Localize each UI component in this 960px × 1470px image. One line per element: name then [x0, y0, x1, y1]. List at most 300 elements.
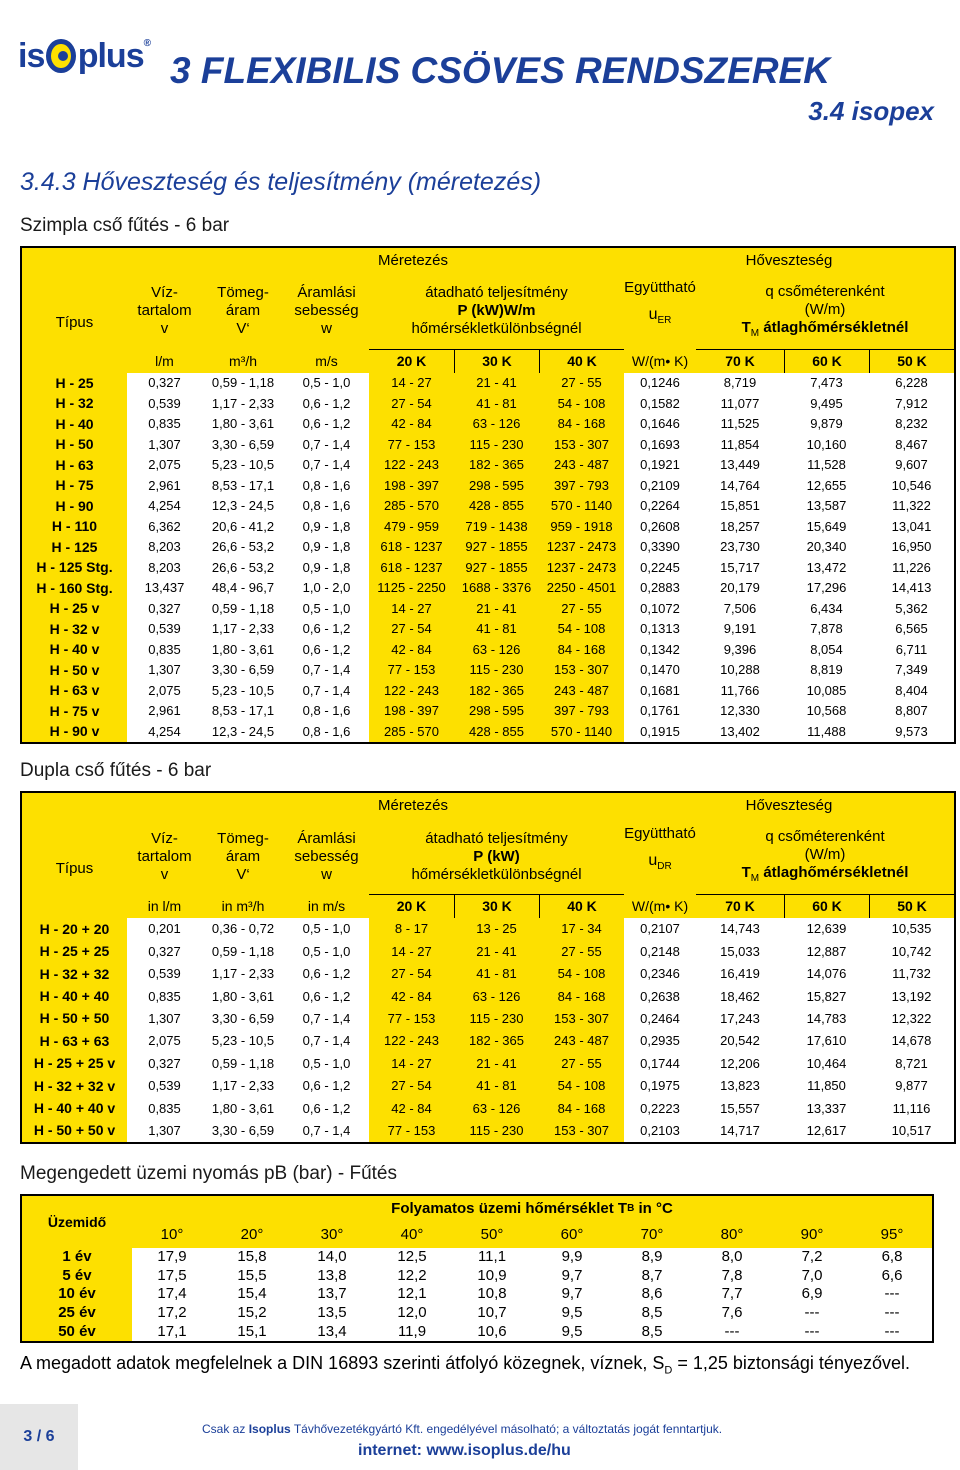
group-hoveszteseg: Hőveszteség [624, 793, 954, 819]
col-egyutthato: Együttható $u_{ER}$ [624, 273, 696, 349]
table-cell: 0,7 - 1,4 [302, 436, 351, 452]
table-cell: 14 - 27 [369, 940, 454, 962]
table-cell: 8,9 [641, 1248, 663, 1266]
table-cell: 0,7 - 1,4 [302, 457, 351, 473]
pressure-table [20, 1194, 934, 1343]
col-tomegaram-unit: in m³/h [202, 894, 284, 918]
table-cell: 243 - 487 [539, 1030, 624, 1052]
table-cell: 0,6 - 1,2 [302, 988, 351, 1004]
table-cell: 0,1975 [640, 1078, 680, 1094]
table-cell: 26,6 - 53,2 [211, 559, 275, 575]
table-cell: 0,2107 [640, 921, 680, 937]
table-cell: 3,30 - 6,59 [211, 436, 275, 452]
table-cell: 13,823 [720, 1078, 760, 1094]
table-cell: 1,80 - 3,61 [211, 641, 275, 657]
table-cell: 0,9 - 1,8 [302, 559, 351, 575]
table-cell: 115 - 230 [454, 435, 539, 456]
row-type-label: H - 50 + 50 [22, 1008, 127, 1030]
table-cell: 298 - 595 [454, 476, 539, 497]
copyright-note: Csak az Isoplus Távhővezetékgyártó Kft. engedélyével másolható; a változtatás jogát fenntartjuk. [202, 1422, 723, 1436]
table-cell: 6,711 [895, 641, 928, 657]
table-cell: 0,327 [148, 600, 181, 616]
table-cell: 8,53 - 17,1 [211, 703, 275, 719]
col-tomegaram: Tömeg- áram V‘ [202, 273, 284, 349]
table-cell: 12,3 - 24,5 [211, 498, 275, 514]
table-cell: 42 - 84 [369, 414, 454, 435]
double-pipe-table [20, 791, 956, 1144]
chapter-subtitle: 3.4 isopex [808, 96, 934, 126]
table-cell: 12,330 [720, 703, 760, 719]
table-cell: 0,1582 [640, 395, 680, 411]
table-cell: 0,59 - 1,18 [211, 375, 275, 391]
table-cell: 0,6 - 1,2 [302, 395, 351, 411]
temp-header: 70° [612, 1222, 692, 1248]
table-cell: 1,17 - 2,33 [211, 621, 275, 637]
table-cell: 27 - 55 [539, 1052, 624, 1074]
table-cell: 11,525 [720, 416, 760, 432]
table-cell: 0,1072 [640, 600, 680, 616]
table-cell: 182 - 365 [454, 455, 539, 476]
table-cell: 0,539 [148, 395, 181, 411]
table-cell: 10,160 [806, 436, 847, 452]
col-viztartalom-unit: in l/m [127, 894, 202, 918]
table-cell: 12,887 [806, 943, 847, 959]
table-cell: 927 - 1855 [454, 537, 539, 558]
table-cell: 0,539 [148, 1078, 181, 1094]
table-cell: 0,6 - 1,2 [302, 1100, 351, 1116]
table-cell: 959 - 1918 [539, 517, 624, 538]
table-cell: 27 - 55 [539, 373, 624, 394]
table-cell: 0,5 - 1,0 [302, 375, 351, 391]
table-cell: 0,9 - 1,8 [302, 518, 351, 534]
table-cell: 0,1646 [640, 416, 680, 432]
table-cell: 115 - 230 [454, 1008, 539, 1030]
temp-header: 40 K [539, 894, 624, 918]
table-cell: 17,2 [157, 1304, 187, 1322]
row-type-label: H - 50 + 50 v [22, 1120, 127, 1142]
table-cell: 54 - 108 [539, 1075, 624, 1097]
row-type-label: H - 32 + 32 [22, 963, 127, 985]
table-cell: 8,7 [641, 1266, 663, 1284]
table-cell: 12,322 [891, 1010, 932, 1026]
table-cell: 13,4 [317, 1322, 347, 1340]
table-cell: 48,4 - 96,7 [211, 580, 275, 596]
table-cell: 618 - 1237 [369, 537, 454, 558]
col-tomegaram: Tömeg- áram V‘ [202, 819, 284, 894]
table-cell: 84 - 168 [539, 414, 624, 435]
table-cell: 84 - 168 [539, 985, 624, 1007]
table-cell: 0,201 [148, 921, 181, 937]
temp-header: 90° [772, 1222, 852, 1248]
table-cell: 153 - 307 [539, 1120, 624, 1142]
temp-header: 20° [212, 1222, 292, 1248]
temp-header: 30 K [454, 349, 539, 373]
table-cell: 10,742 [891, 943, 932, 959]
table-cell: 17,9 [157, 1248, 187, 1266]
table-cell: 0,5 - 1,0 [302, 943, 351, 959]
table-cell: 9,9 [561, 1248, 583, 1266]
table-cell: 21 - 41 [454, 940, 539, 962]
table-cell: 14,783 [806, 1010, 847, 1026]
table-cell: 1,17 - 2,33 [211, 1078, 275, 1094]
row-type-label: H - 40 + 40 v [22, 1097, 127, 1119]
table-cell: 6,362 [148, 518, 181, 534]
table-cell: 6,6 [881, 1266, 903, 1284]
table-cell: 10,7 [477, 1304, 507, 1322]
temp-header: 10° [132, 1222, 212, 1248]
table-cell: 12,655 [806, 477, 847, 493]
table-cell: 0,327 [148, 1055, 181, 1071]
table-cell: 17,1 [157, 1322, 187, 1340]
table-cell: 14,0 [317, 1248, 347, 1266]
table-cell: 1,80 - 3,61 [211, 1100, 275, 1116]
table-cell: 5,23 - 10,5 [211, 682, 275, 698]
table-cell: 14 - 27 [369, 599, 454, 620]
temp-header: 40° [372, 1222, 452, 1248]
table-cell: 1,307 [148, 662, 181, 678]
temp-header: 60 K [784, 349, 869, 373]
table-cell: 77 - 153 [369, 1008, 454, 1030]
table-cell: 10,464 [806, 1055, 847, 1071]
table-cell: 10,546 [891, 477, 932, 493]
table-cell: 41 - 81 [454, 1075, 539, 1097]
table-cell: 243 - 487 [539, 455, 624, 476]
table-cell: 11,077 [720, 395, 760, 411]
table-cell: 0,2103 [640, 1122, 680, 1138]
table-cell: 8,5 [641, 1304, 663, 1322]
table-cell: 27 - 54 [369, 1075, 454, 1097]
table-cell: 16,419 [720, 966, 760, 982]
table-cell: 1237 - 2473 [539, 537, 624, 558]
table-cell: 8,819 [810, 662, 843, 678]
table-cell: 122 - 243 [369, 455, 454, 476]
table2-heading: Dupla cső fűtés - 6 bar [20, 760, 212, 781]
table-cell: 397 - 793 [539, 701, 624, 722]
table-cell: 15,717 [720, 559, 760, 575]
table-cell: 11,9 [397, 1322, 427, 1340]
row-type-label: H - 50 v [22, 660, 127, 681]
table-cell: 13,7 [317, 1285, 347, 1303]
table-cell: 17,610 [806, 1033, 847, 1049]
table-cell: 15,2 [237, 1304, 267, 1322]
table-cell: 17,4 [157, 1285, 187, 1303]
table-cell: 11,528 [807, 457, 846, 473]
table-cell: 243 - 487 [539, 681, 624, 702]
table-cell: 14,764 [720, 477, 760, 493]
table-cell: 17,5 [157, 1266, 187, 1284]
table-cell: 0,6 - 1,2 [302, 621, 351, 637]
table-cell: 15,557 [720, 1100, 760, 1116]
row-type-label: H - 125 [22, 537, 127, 558]
table-cell: 153 - 307 [539, 435, 624, 456]
table-cell: 13,402 [720, 723, 760, 739]
table-cell: 285 - 570 [369, 496, 454, 517]
row-type-label: H - 50 [22, 435, 127, 456]
table-cell: 7,473 [810, 375, 843, 391]
table-cell: 9,7 [561, 1285, 583, 1303]
table-cell: 8,719 [723, 375, 757, 391]
table-cell: 11,854 [720, 436, 760, 452]
table-cell: 479 - 959 [369, 517, 454, 538]
table-cell: 84 - 168 [539, 640, 624, 661]
row-type-label: H - 25 + 25 [22, 940, 127, 962]
table-cell: 12,1 [397, 1285, 427, 1303]
col-viztartalom: Víz- tartalom v [127, 819, 202, 894]
table-cell: 8,721 [895, 1055, 928, 1071]
table-cell: 0,1915 [640, 723, 680, 739]
table-cell: 0,1342 [640, 641, 680, 657]
row-type-label: H - 63 + 63 [22, 1030, 127, 1052]
table-cell: 0,59 - 1,18 [211, 1055, 275, 1071]
table-cell: 77 - 153 [369, 660, 454, 681]
row-type-label: H - 32 + 32 v [22, 1075, 127, 1097]
row-type-label: H - 32 [22, 394, 127, 415]
table-cell: 2,961 [148, 477, 181, 493]
table-cell: 11,116 [892, 1100, 931, 1116]
table-cell: 18,257 [720, 518, 760, 534]
table-cell: 0,8 - 1,6 [302, 703, 351, 719]
table-cell: 9,573 [895, 723, 928, 739]
footnote: A megadott adatok megfelelnek a DIN 16893 szerinti átfolyó közegnek, víznek, $S_D = 1,25$ biztonsági tényezővel. [20, 1353, 910, 1377]
table-cell: 15,033 [720, 943, 760, 959]
col-aramlasi-sebesseg: Áramlási sebesség w [284, 273, 369, 349]
table-cell: 0,2638 [640, 988, 680, 1004]
table-cell: 0,2883 [640, 580, 680, 596]
row-type-label: H - 63 v [22, 681, 127, 702]
table-cell: 6,9 [801, 1285, 823, 1303]
table-cell: 63 - 126 [454, 1097, 539, 1119]
table-cell: 122 - 243 [369, 681, 454, 702]
table-cell: 570 - 1140 [539, 496, 624, 517]
table-cell: 8,6 [641, 1285, 663, 1303]
table-cell: 7,349 [895, 662, 928, 678]
table-cell: 5,362 [895, 600, 928, 616]
table-cell: 8,467 [895, 436, 928, 452]
temp-header: 50 K [869, 894, 954, 918]
row-type-label: H - 125 Stg. [22, 558, 127, 579]
table-cell: 17,296 [806, 580, 847, 596]
table-cell: 8 - 17 [369, 918, 454, 940]
temp-header: 60 K [784, 894, 869, 918]
table-cell: 0,2346 [640, 966, 680, 982]
table-cell: 1,307 [148, 1122, 181, 1138]
table-cell: 618 - 1237 [369, 558, 454, 579]
table-cell: 6,565 [895, 621, 928, 637]
group-hoveszteseg: Hőveszteség [624, 248, 954, 273]
table-cell: 10,535 [891, 921, 932, 937]
table-cell: 12,5 [397, 1248, 427, 1266]
table-cell: 9,5 [561, 1322, 583, 1340]
table-cell: 0,327 [148, 375, 181, 391]
table-cell: 15,649 [806, 518, 847, 534]
table-cell: 0,59 - 1,18 [211, 600, 275, 616]
table-cell: 1,0 - 2,0 [302, 580, 351, 596]
row-uzemido-label: 10 év [22, 1285, 132, 1304]
table-cell: 14,717 [720, 1122, 760, 1138]
group-temperature: Folyamatos üzemi hőmérséklet T B in °C [132, 1196, 932, 1222]
table-cell: 14 - 27 [369, 1052, 454, 1074]
table-cell: 20,340 [806, 539, 847, 555]
table-cell: 12,0 [397, 1304, 427, 1322]
table-cell: 8,807 [895, 703, 928, 719]
table-cell: 12,2 [397, 1266, 427, 1284]
row-uzemido-label: 25 év [22, 1304, 132, 1323]
table-cell: 11,226 [892, 559, 931, 575]
table-cell: 7,2 [801, 1248, 823, 1266]
page-number: 3 / 6 [0, 1404, 78, 1470]
table-cell: 12,3 - 24,5 [211, 723, 275, 739]
table-cell: 0,6 - 1,2 [302, 416, 351, 432]
table-cell: 20,179 [720, 580, 760, 596]
table-cell: 10,517 [891, 1122, 932, 1138]
table-cell: 1688 - 3376 [454, 578, 539, 599]
table-cell: 27 - 54 [369, 394, 454, 415]
row-type-label: H - 90 [22, 496, 127, 517]
temp-header: 30° [292, 1222, 372, 1248]
table-cell: 13,041 [891, 518, 932, 534]
table-cell: 927 - 1855 [454, 558, 539, 579]
table-cell: 3,30 - 6,59 [211, 1010, 275, 1026]
row-type-label: H - 25 + 25 v [22, 1052, 127, 1074]
table-cell: 27 - 55 [539, 599, 624, 620]
col-aramlasi-sebesseg-unit: in m/s [284, 894, 369, 918]
table-cell: 13,449 [720, 457, 760, 473]
table-cell: 6,228 [895, 375, 928, 391]
table-cell: 198 - 397 [369, 701, 454, 722]
table-cell: --- [884, 1285, 900, 1303]
table-cell: 21 - 41 [454, 1052, 539, 1074]
table-cell: 2250 - 4501 [539, 578, 624, 599]
table-cell: 153 - 307 [539, 660, 624, 681]
table-cell: 0,8 - 1,6 [302, 723, 351, 739]
table-cell: 1,80 - 3,61 [211, 988, 275, 1004]
table-cell: 9,879 [810, 416, 843, 432]
table-cell: 719 - 1438 [454, 517, 539, 538]
table-cell: 1,17 - 2,33 [211, 966, 275, 982]
table-cell: 11,766 [720, 682, 760, 698]
table-cell: 15,851 [720, 498, 760, 514]
table-cell: 0,1761 [640, 703, 680, 719]
table-cell: 428 - 855 [454, 496, 539, 517]
table-cell: 15,5 [237, 1266, 267, 1284]
table-cell: 27 - 55 [539, 940, 624, 962]
row-type-label: H - 160 Stg. [22, 578, 127, 599]
table-cell: 41 - 81 [454, 394, 539, 415]
table-cell: 26,6 - 53,2 [211, 539, 275, 555]
row-type-label: H - 90 v [22, 722, 127, 743]
table-cell: 0,835 [148, 988, 181, 1004]
table-cell: 0,2245 [640, 559, 680, 575]
row-type-label: H - 20 + 20 [22, 918, 127, 940]
table-cell: 0,7 - 1,4 [302, 662, 351, 678]
col-aramlasi-sebesseg-unit: m/s [284, 349, 369, 373]
table-cell: 41 - 81 [454, 963, 539, 985]
table-cell: 63 - 126 [454, 985, 539, 1007]
table-cell: 0,1246 [640, 375, 680, 391]
table-cell: 4,254 [148, 723, 181, 739]
col-q-csometerenkent: q csőméterenként (W/m) $T_M$ átlaghőmérsékletnél [696, 273, 954, 349]
temp-header: 95° [852, 1222, 932, 1248]
table-cell: 0,5 - 1,0 [302, 1055, 351, 1071]
table-cell: 7,878 [810, 621, 843, 637]
table-cell: 11,1 [477, 1248, 507, 1266]
single-pipe-table [20, 246, 956, 744]
table-cell: 10,085 [806, 682, 847, 698]
table-cell: 5,23 - 10,5 [211, 1033, 275, 1049]
table-cell: 13,5 [317, 1304, 347, 1322]
table-cell: 182 - 365 [454, 681, 539, 702]
table1-heading: Szimpla cső fűtés - 6 bar [20, 215, 230, 236]
table-cell: 0,835 [148, 1100, 181, 1116]
col-egyutthato-unit: W/(m• K) [624, 894, 696, 918]
row-uzemido-label: 50 év [22, 1322, 132, 1341]
table-cell: 2,075 [148, 682, 181, 698]
table-cell: 12,639 [806, 921, 847, 937]
table-cell: 12,617 [806, 1122, 847, 1138]
table-cell: 8,53 - 17,1 [211, 477, 275, 493]
table-cell: 84 - 168 [539, 1097, 624, 1119]
table-cell: 17,243 [720, 1010, 760, 1026]
table-cell: 0,2264 [640, 498, 680, 514]
table-cell: 1,307 [148, 436, 181, 452]
table-cell: 14,678 [891, 1033, 932, 1049]
col-aramlasi-sebesseg: Áramlási sebesség w [284, 819, 369, 894]
row-uzemido-label: 5 év [22, 1267, 132, 1286]
table-cell: 21 - 41 [454, 599, 539, 620]
table-cell: 0,7 - 1,4 [302, 1033, 351, 1049]
col-egyutthato-unit: W/(m• K) [624, 349, 696, 373]
table-cell: 0,6 - 1,2 [302, 966, 351, 982]
temp-header: 40 K [539, 349, 624, 373]
table-cell: 11,732 [892, 966, 931, 982]
table-cell: 13,472 [806, 559, 847, 575]
table-cell: 0,36 - 0,72 [211, 921, 275, 937]
table-cell: 21 - 41 [454, 373, 539, 394]
table-cell: 153 - 307 [539, 1008, 624, 1030]
table-cell: 2,075 [148, 457, 181, 473]
table-cell: 54 - 108 [539, 394, 624, 415]
table-cell: 12,206 [720, 1055, 760, 1071]
table-cell: 0,539 [148, 621, 181, 637]
table-cell: 0,2464 [640, 1010, 680, 1026]
table-cell: 14,743 [720, 921, 760, 937]
table-cell: --- [724, 1322, 740, 1340]
table-cell: 16,950 [891, 539, 932, 555]
temp-header: 60° [532, 1222, 612, 1248]
row-type-label: H - 110 [22, 517, 127, 538]
table-cell: 285 - 570 [369, 722, 454, 743]
table-cell: 10,568 [806, 703, 847, 719]
table-cell: 27 - 54 [369, 619, 454, 640]
table-cell: 63 - 126 [454, 414, 539, 435]
col-tipus: Típus [22, 819, 127, 918]
table-cell: 0,2608 [640, 518, 680, 534]
table-cell: 115 - 230 [454, 660, 539, 681]
table-cell: 8,404 [895, 682, 928, 698]
group-meretezes: Méretezés [202, 248, 624, 273]
table-cell: 18,462 [720, 988, 760, 1004]
table-cell: 122 - 243 [369, 1030, 454, 1052]
table-cell: 13,337 [806, 1100, 847, 1116]
col-tomegaram-unit: m³/h [202, 349, 284, 373]
row-type-label: H - 75 v [22, 701, 127, 722]
col-teljesitmeny: átadható teljesítmény P (kW) hőmérsékletkülönbségnél [369, 819, 624, 894]
table-cell: 42 - 84 [369, 1097, 454, 1119]
table-cell: 0,8 - 1,6 [302, 498, 351, 514]
table-cell: 0,835 [148, 416, 181, 432]
table-cell: 10,8 [477, 1285, 507, 1303]
col-viztartalom: Víz- tartalom v [127, 273, 202, 349]
